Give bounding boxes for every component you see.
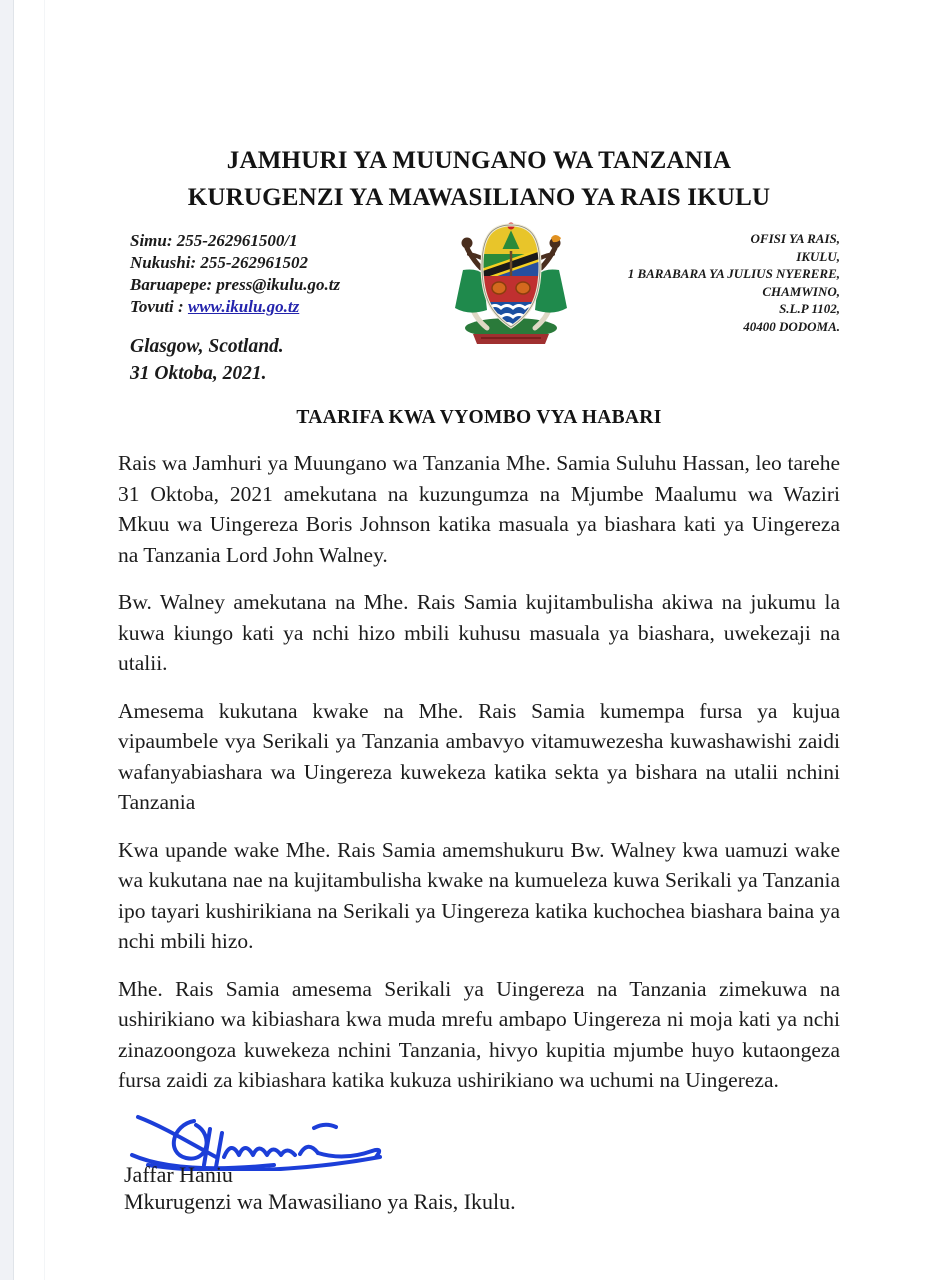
body-paragraph: Rais wa Jamhuri ya Muungano wa Tanzania Mhe. Samia Suluhu Hassan, leo tarehe 31 Oktoba, 2021 amekutana na kuzungumza na Mjumbe Maalumu wa Waziri Mkuu wa Uingereza Boris Johnson katika masuala ya biashara kati ya Uingereza na Tanzania Lord John Walney. (118, 451, 840, 567)
body-paragraph: Kwa upande wake Mhe. Rais Samia amemshukuru Bw. Walney kwa uamuzi wake wa kukutana nae na kujitambulisha kwake na kumueleza kuwa Serikali ya Tanzania ipo tayari kushirikiana na Serikali ya Uingereza katika kuchochea biashara baina ya nchi mbili hizo. (118, 837, 840, 953)
letterhead-title-line2: KURUGENZI YA MAWASILIANO YA RAIS IKULU (187, 184, 771, 211)
address-line: IKULU, (796, 248, 840, 264)
place-line: Glasgow, Scotland. (130, 336, 284, 357)
address-line: S.L.P 1102, (779, 301, 840, 316)
body-paragraph: Bw. Walney amekutana na Mhe. Rais Samia kujitambulisha akiwa na jukumu la kuwa kiungo kati ya nchi hizo mbili kuhusu masuala ya biashara, uwekezaji na utalii. (118, 590, 840, 675)
body-paragraph: Mhe. Rais Samia amesema Serikali ya Uingereza na Tanzania zimekuwa na ushirikiano wa kibiashara kwa muda mrefu ambapo Uingereza ni moja kati ya nchi zinazoongoza kuwekeza nchini Tanzania, hivyo kupitia mjumbe huyo kutaongeza fursa zaidi za kibiashara katika kukuza ushirikiano wa uchumi na Uingereza. (118, 976, 840, 1092)
website-line (118, 296, 433, 318)
signatory-role: Mkurugenzi wa Mawasiliano ya Rais, Ikulu. (124, 1188, 516, 1214)
emblem-container (433, 230, 588, 348)
page-edge (0, 0, 14, 1280)
fax-line: Nukushi: 255-262961502 (130, 253, 309, 272)
email-line: Baruapepe: press@ikulu.go.tz (130, 275, 341, 294)
date-line: 31 Oktoba, 2021. (130, 363, 267, 384)
address-line: CHAMWINO, (762, 283, 840, 299)
document-page (118, 0, 840, 1280)
address-line: 1 BARABARA YA JULIUS NYERERE, (627, 266, 840, 281)
letterhead-title-line1: JAMHURI YA MUUNGANO WA TANZANIA (226, 147, 732, 174)
contact-block (118, 230, 433, 387)
website-link[interactable]: www.ikulu.go.tz (187, 297, 300, 316)
website-label: Tovuti : (130, 297, 184, 316)
address-line: OFISI YA RAIS, (750, 231, 840, 246)
phone-line: Simu: 255-262961500/1 (130, 231, 298, 250)
tanzania-coat-of-arms-icon (441, 216, 581, 348)
address-line: 40400 DODOMA. (743, 318, 840, 334)
place-date-block (118, 333, 433, 387)
address-block (588, 230, 840, 335)
signatory-name: Jaffar Haniu (124, 1161, 233, 1187)
letterhead-title (118, 142, 840, 216)
press-release-body (118, 448, 840, 1096)
page-edge-line (44, 0, 45, 1280)
letterhead-row (118, 230, 840, 387)
signature-block (118, 1113, 840, 1216)
body-paragraph: Amesema kukutana kwake na Mhe. Rais Samia kumempa fursa ya kujua vipaumbele vya Serikali ya Tanzania ambavyo vitamuwezesha kuwashawishi zaidi wafanyabiashara wa Uingereza kuwekeza katika sekta ya bishara na utalii nchini Tanzania (118, 698, 840, 814)
press-release-heading: TAARIFA KWA VYOMBO VYA HABARI (296, 407, 662, 428)
